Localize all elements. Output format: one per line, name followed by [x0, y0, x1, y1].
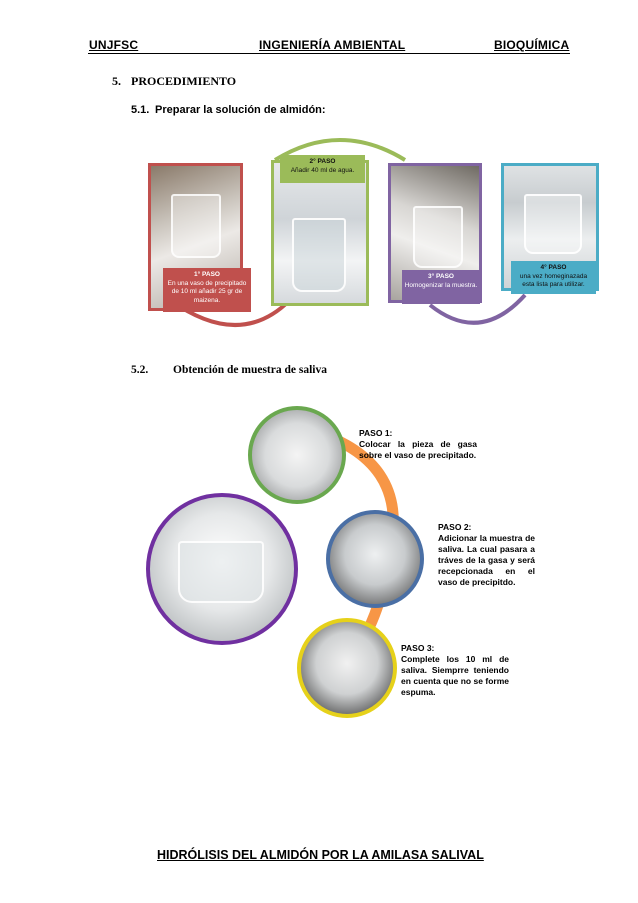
step4-label — [511, 261, 596, 294]
section-number: 5. — [112, 74, 121, 88]
saliva-step1-title: PASO 1: — [359, 428, 393, 438]
saliva-step3-text: Complete los 10 ml de saliva. Siemprre teniendo en cuenta que no se forme espuma. — [401, 654, 509, 697]
subsection-1-number: 5.1. — [131, 104, 150, 116]
saliva-step3 — [401, 643, 509, 698]
saliva-step2-text: Adicionar la muestra de saliva. La cual pasara a tráves de la gasa y será recepcionada en el vaso de precipitdo. — [438, 533, 535, 587]
saliva-step1 — [359, 428, 477, 461]
beaker-shape — [413, 206, 463, 268]
beaker-shape — [524, 194, 582, 254]
beaker-shape — [292, 218, 346, 292]
header-rule — [88, 53, 570, 54]
step1-label — [163, 268, 251, 312]
step3-title: 3° PASO — [428, 273, 454, 280]
saliva-step1-text: Colocar la pieza de gasa sobre el vaso de precipitado. — [359, 439, 477, 460]
step2-circle-photo — [326, 510, 424, 608]
saliva-step3-title: PASO 3: — [401, 643, 435, 653]
subsection-2-title: Obtención de muestra de saliva — [173, 364, 327, 376]
step3-label — [402, 270, 480, 304]
footer-title: HIDRÓLISIS DEL ALMIDÓN POR LA AMILASA SALIVAL — [157, 848, 484, 862]
subsection-2-number: 5.2. — [131, 364, 149, 376]
step4-title: 4° PASO — [540, 264, 567, 271]
saliva-step2-title: PASO 2: — [438, 522, 472, 532]
saliva-beaker-photo — [146, 493, 298, 645]
step2-title: 2° PASO — [309, 158, 336, 165]
section-title: PROCEDIMIENTO — [131, 74, 237, 88]
saliva-step2 — [438, 522, 535, 588]
step1-title: 1° PASO — [194, 271, 220, 278]
step1-text: En una vaso de precipitado de 10 ml añadir 25 gr de maizena. — [167, 279, 247, 304]
subsection-1-title: Preparar la solución de almidón: — [155, 104, 326, 116]
step3-circle-photo — [297, 618, 397, 718]
step2-text: Añadir 40 ml de agua. — [290, 166, 355, 174]
beaker-shape — [171, 194, 221, 258]
step2-label — [280, 155, 365, 183]
header-center: INGENIERÍA AMBIENTAL — [259, 38, 406, 52]
step4-text: una vez homeginazada esta lista para utilizar. — [519, 272, 588, 288]
header-left: UNJFSC — [89, 38, 139, 52]
header-right: BIOQUÍMICA — [494, 38, 570, 52]
step1-circle-photo — [248, 406, 346, 504]
step3-text: Homogenizar la muestra. — [404, 281, 478, 289]
beaker-shape — [178, 541, 264, 603]
